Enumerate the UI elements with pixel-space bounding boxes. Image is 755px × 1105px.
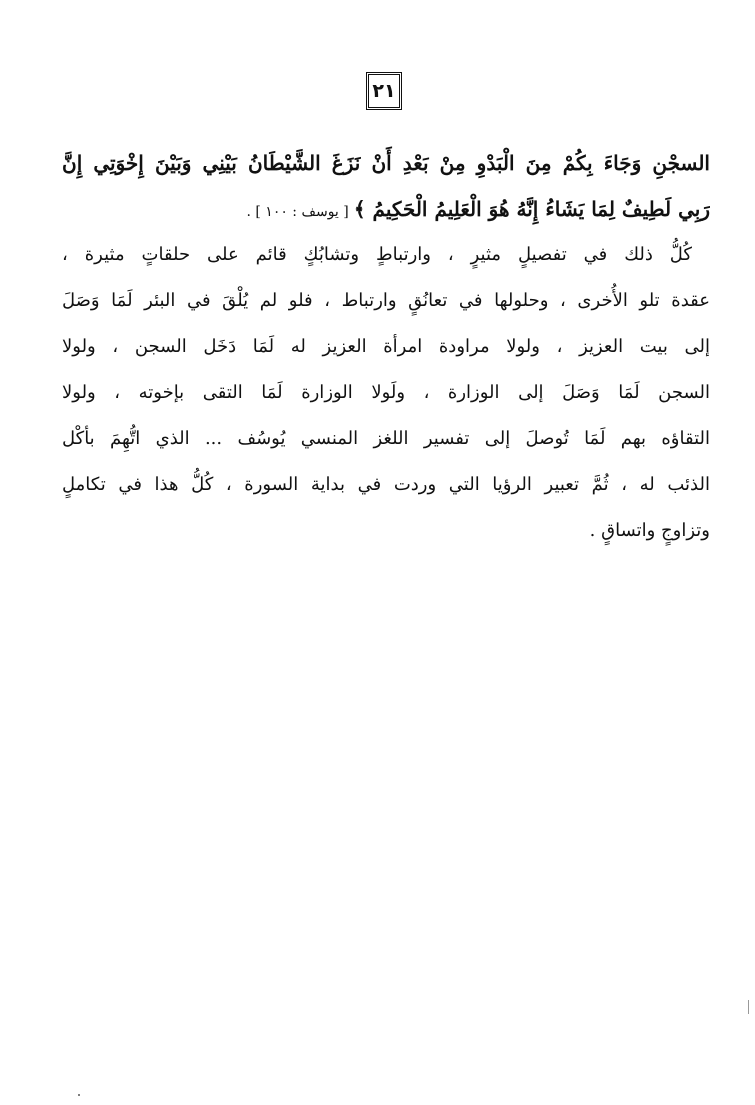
scan-dot [78, 1094, 80, 1096]
paragraph-line-2: عقدة تلو الأُخرى ، وحلولها في تعانُقٍ وارتباط ، فلو لم يُلْقَ في البئر لَمَا وَصَلَ [62, 290, 710, 311]
page-number-text: ٢١ [372, 80, 396, 102]
quran-verse-line-2 [62, 186, 710, 232]
paragraph-line-5: التقاؤه بهم لَمَا تُوصلَ إلى تفسير اللغز المنسي يُوسُف ... الذي اتُّهِمَ بأكْل [62, 428, 710, 449]
page-body [62, 140, 710, 554]
quran-verse-text: رَبِي لَطِيفٌ لِمَا يَشَاءُ إِنَّهُ هُوَ الْعَلِيمُ الْحَكِيمُ ﴾ [353, 197, 710, 221]
paragraph-line-7: وتزاوجٍ واتساقٍ . [589, 520, 710, 541]
paragraph-line-4: السجن لَمَا وَصَلَ إلى الوزارة ، ولَولا الوزارة لَمَا التقى بإخوته ، ولولا [62, 382, 710, 403]
scan-margin-mark [748, 1000, 749, 1014]
paragraph-line-6: الذئب له ، ثُمَّ تعبير الرؤيا التي وردت في بداية السورة ، كُلُّ هذا في تكاملٍ [62, 474, 710, 495]
quran-verse-line-1: السجْنِ وَجَاءَ بِكُمْ مِنَ الْبَدْوِ مِنْ بَعْدِ أَنْ نَزَغَ الشَّيْطَانُ بَيْنِي وَبَيْنَ إِخْوَتِي إِنَّ [62, 151, 710, 175]
paragraph-line-3: إلى بيت العزيز ، ولولا مراودة امرأة العزيز له لَمَا دَخَل السجن ، ولولا [62, 336, 710, 357]
paragraph-line-1: كُلُّ ذلك في تفصيلٍ مثيرٍ ، وارتباطٍ وتشابُكٍ قائم على حلقاتٍ مثيرة ، [62, 244, 692, 265]
verse-reference: [ يوسف : ١٠٠ ] . [246, 204, 349, 220]
page-number [366, 72, 402, 110]
